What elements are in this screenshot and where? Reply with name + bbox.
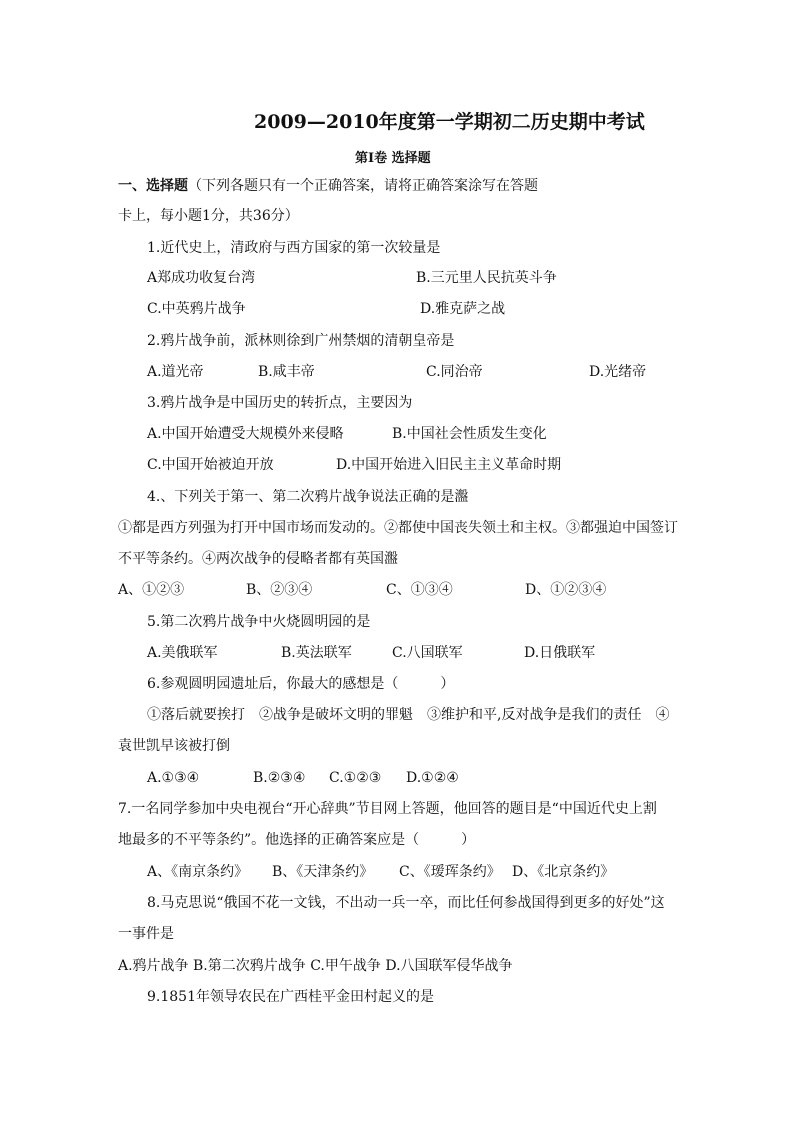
q1-option-c: C.中英鸦片战争 bbox=[147, 301, 246, 317]
q4-option-c: C、①③④ bbox=[386, 582, 453, 598]
q7-option-b: B、《天津条约》 bbox=[272, 864, 374, 880]
q8-option-d: D.八国联军侵华战争 bbox=[385, 958, 513, 974]
q3-option-b: B.中国社会性质发生变化 bbox=[392, 426, 547, 442]
q7-option-d: D、《北京条约》 bbox=[512, 864, 615, 880]
part-instruction bbox=[118, 178, 538, 194]
exam-title: 2009—2010年度第一学期初二历史期中考试 bbox=[254, 111, 645, 133]
q3-option-a: A.中国开始遭受大规模外来侵略 bbox=[147, 426, 344, 442]
q6-stem: 6.参观圆明园遗址后，你最大的感想是（ ） bbox=[147, 676, 455, 692]
q6-option-a: A.①③④ bbox=[147, 770, 200, 786]
q1-stem: 1.近代史上，清政府与西方国家的第一次较量是 bbox=[147, 240, 441, 256]
q7-option-c: C、《瑷珲条约》 bbox=[399, 864, 501, 880]
q7-option-a: A、《南京条约》 bbox=[147, 864, 249, 880]
section-title: 第Ⅰ卷 选择题 bbox=[355, 151, 431, 166]
q6-statement-line-2: 袁世凯早该被打倒 bbox=[118, 738, 230, 754]
q2-option-a: A.道光帝 bbox=[147, 364, 204, 380]
q8-option-b: B.第二次鸦片战争 bbox=[193, 958, 306, 974]
q1-option-a: A郑成功收复台湾 bbox=[147, 270, 256, 286]
q4-stem: 4.、下列关于第一、第二次鸦片战争说法正确的是瀊 bbox=[147, 489, 469, 505]
q6-option-d: D.①②④ bbox=[406, 770, 459, 786]
q2-stem: 2.鸦片战争前，派林则徐到广州禁烟的清朝皇帝是 bbox=[147, 333, 455, 349]
q7-stem-line-2: 地最多的不平等条约”。他选择的正确答案应是（ ） bbox=[118, 832, 476, 848]
q5-option-c: C.八国联军 bbox=[392, 645, 463, 661]
q2-option-b: B.咸丰帝 bbox=[258, 364, 315, 380]
q5-stem: 5.第二次鸦片战争中火烧圆明园的是 bbox=[147, 614, 371, 630]
q8-options bbox=[118, 958, 513, 974]
q2-option-d: D.光绪帝 bbox=[589, 364, 647, 380]
q4-option-a: A、①②③ bbox=[118, 582, 185, 598]
q2-option-c: C.同治帝 bbox=[426, 364, 483, 380]
q3-option-c: C.中国开始被迫开放 bbox=[147, 457, 274, 473]
part-heading: 一、选择题 bbox=[118, 178, 188, 194]
q8-option-a: A.鸦片战争 bbox=[118, 958, 189, 974]
q6-statement-line-1: ①落后就要挨打 ②战争是破坏文明的罪魁 ③维护和平,反对战争是我们的责任 ④ bbox=[147, 707, 670, 723]
instruction-line-1: （下列各题只有一个正确答案，请将正确答案涂写在答题 bbox=[188, 178, 538, 194]
q7-stem-line-1: 7.一名同学参加中央电视台“开心辞典”节目网上答题，他回答的题目是“中国近代史上割 bbox=[118, 801, 657, 817]
q8-option-c: C.甲午战争 bbox=[310, 958, 381, 974]
q8-stem-line-2: 一事件是 bbox=[118, 926, 174, 942]
q4-option-b: B、②③④ bbox=[246, 582, 313, 598]
q3-stem: 3.鸦片战争是中国历史的转折点，主要因为 bbox=[147, 395, 413, 411]
q6-option-c: C.①②③ bbox=[329, 770, 382, 786]
q5-option-b: B.英法联军 bbox=[281, 645, 352, 661]
q3-option-d: D.中国开始进入旧民主主义革命时期 bbox=[336, 457, 562, 473]
q9-stem: 9.1851年领导农民在广西桂平金田村起义的是 bbox=[147, 989, 434, 1005]
q4-statement-line-2: 不平等条约。④两次战争的侵略者都有英国瀊 bbox=[118, 551, 398, 567]
q1-option-d: D.雅克萨之战 bbox=[420, 301, 506, 317]
q5-option-d: D.日俄联军 bbox=[524, 645, 596, 661]
q6-option-b: B.②③④ bbox=[253, 770, 306, 786]
q8-stem-line-1: 8.马克思说“俄国不花一文钱，不出动一兵一卒，而比任何参战国得到更多的好处”这 bbox=[147, 895, 665, 911]
q4-option-d: D、①②③④ bbox=[525, 582, 607, 598]
q5-option-a: A.美俄联军 bbox=[147, 645, 218, 661]
q1-option-b: B.三元里人民抗英斗争 bbox=[416, 270, 557, 286]
q4-statement-line-1: ①都是西方列强为打开中国市场而发动的。②都使中国丧失领土和主权。③都强迫中国签订 bbox=[118, 520, 678, 536]
instruction-line-2: 卡上，每小题1分，共36分） bbox=[118, 208, 299, 224]
